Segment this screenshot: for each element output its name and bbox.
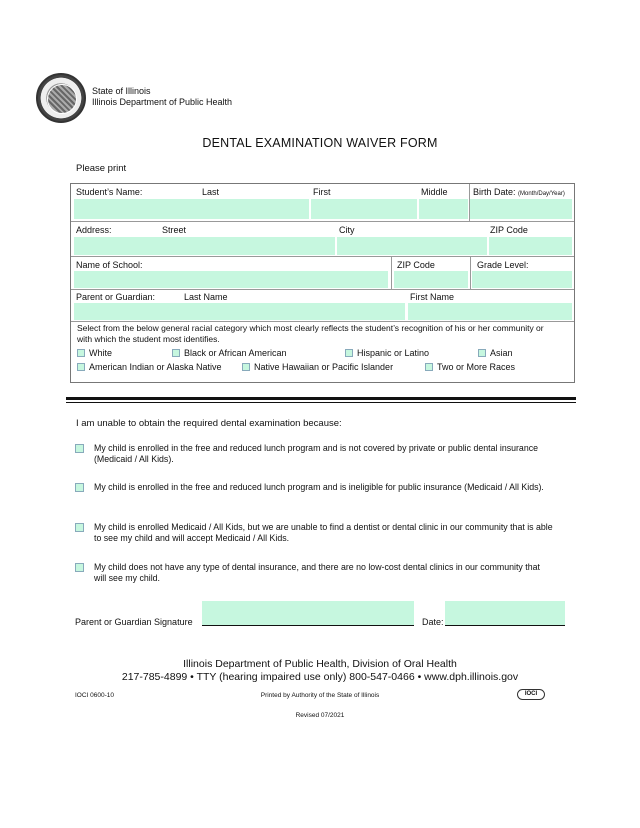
state-name: State of Illinois <box>92 86 151 96</box>
revised-date: Revised 07/2021 <box>295 712 345 719</box>
divider <box>470 256 471 289</box>
school-zip-field[interactable] <box>394 271 468 288</box>
signature-line <box>202 625 414 626</box>
section-divider <box>66 397 576 400</box>
address-label: Address: <box>76 225 112 235</box>
reason-2-checkbox[interactable] <box>75 483 84 492</box>
printed-by: Printed by Authority of the State of Illinois <box>260 692 380 699</box>
race-two-or-more-checkbox[interactable] <box>425 363 433 371</box>
reason-3-checkbox[interactable] <box>75 523 84 532</box>
date-label: Date: <box>422 617 444 627</box>
state-seal-icon <box>36 73 86 123</box>
race-hispanic-label: Hispanic or Latino <box>357 348 430 358</box>
form-title: DENTAL EXAMINATION WAIVER FORM <box>202 136 438 150</box>
reason-3-text: My child is enrolled Medicaid / All Kids, but we are unable to find a dentist or dental clinic in our community that is able to see my child and will accept Medicaid / All Kids. <box>94 522 553 543</box>
students-name-label: Student’s Name: <box>76 187 143 197</box>
city-field[interactable] <box>337 237 487 255</box>
parent-first-name-field[interactable] <box>408 303 572 320</box>
middle-name-label: Middle <box>421 187 448 197</box>
race-black-checkbox[interactable] <box>172 349 180 357</box>
department-name: Illinois Department of Public Health <box>92 97 233 107</box>
school-name-field[interactable] <box>74 271 388 288</box>
birth-date-label: Birth Date: (Month/Day/Year) <box>473 187 565 197</box>
street-field[interactable] <box>74 237 335 255</box>
grade-level-field[interactable] <box>472 271 572 288</box>
race-american-indian-checkbox[interactable] <box>77 363 85 371</box>
race-hispanic-checkbox[interactable] <box>345 349 353 357</box>
address-zip-field[interactable] <box>489 237 572 255</box>
divider <box>71 221 574 222</box>
form-number: IOCI 0600-10 <box>75 692 115 699</box>
reason-2-text: My child is enrolled in the free and reduced lunch program and is ineligible for public insurance (Medicaid / All Kids). <box>94 482 544 492</box>
birth-date-field[interactable] <box>470 199 572 219</box>
race-pacific-islander-checkbox[interactable] <box>242 363 250 371</box>
race-asian-checkbox[interactable] <box>478 349 486 357</box>
divider <box>71 289 574 290</box>
footer-division: Illinois Department of Public Health, Division of Oral Health <box>183 658 457 670</box>
race-question: Select from the below general racial category which most clearly reflects the student’s recognition of his or her community or with which the student most identifies. <box>77 323 544 344</box>
address-zip-label: ZIP Code <box>490 225 528 235</box>
first-name-label: First <box>313 187 331 197</box>
reason-1-text: My child is enrolled in the free and reduced lunch program and is not covered by private or public dental insurance (Medicaid / All Kids). <box>94 443 539 464</box>
race-white-label: White <box>89 348 113 358</box>
race-american-indian-label: American Indian or Alaska Native <box>89 362 222 372</box>
last-name-label: Last <box>202 187 220 197</box>
signature-field[interactable] <box>202 601 414 625</box>
parent-last-name-field[interactable] <box>74 303 405 320</box>
section-divider <box>66 402 576 403</box>
divider <box>469 184 470 221</box>
street-label: Street <box>162 225 187 235</box>
divider <box>391 256 392 289</box>
school-zip-label: ZIP Code <box>397 260 435 270</box>
parent-first-name-label: First Name <box>410 292 455 302</box>
date-field[interactable] <box>445 601 565 625</box>
race-white-checkbox[interactable] <box>77 349 85 357</box>
reason-1-checkbox[interactable] <box>75 444 84 453</box>
parent-guardian-label: Parent or Guardian: <box>76 292 156 302</box>
student-first-name-field[interactable] <box>311 199 417 219</box>
race-two-or-more-label: Two or More Races <box>437 362 516 372</box>
race-asian-label: Asian <box>490 348 513 358</box>
reason-4-text: My child does not have any type of dental insurance, and there are no low-cost dental clinics in our community that will see my child. <box>94 562 540 583</box>
parent-last-name-label: Last Name <box>184 292 228 302</box>
student-middle-name-field[interactable] <box>419 199 468 219</box>
union-bug-logo-icon: IOCI <box>517 689 545 700</box>
race-black-label: Black or African American <box>184 348 287 358</box>
reason-4-checkbox[interactable] <box>75 563 84 572</box>
student-last-name-field[interactable] <box>74 199 309 219</box>
divider <box>71 256 574 257</box>
city-label: City <box>339 225 355 235</box>
please-print-note: Please print <box>76 163 127 174</box>
footer-contact: 217-785-4899 • TTY (hearing impaired use only) 800-547-0466 • www.dph.illinois.gov <box>121 671 519 683</box>
grade-level-label: Grade Level: <box>477 260 529 270</box>
race-pacific-islander-label: Native Hawaiian or Pacific Islander <box>254 362 394 372</box>
divider <box>71 321 574 322</box>
signature-label: Parent or Guardian Signature <box>75 617 193 627</box>
reasons-intro: I am unable to obtain the required dental examination because: <box>76 418 342 429</box>
date-line <box>445 625 565 626</box>
school-name-label: Name of School: <box>76 260 143 270</box>
